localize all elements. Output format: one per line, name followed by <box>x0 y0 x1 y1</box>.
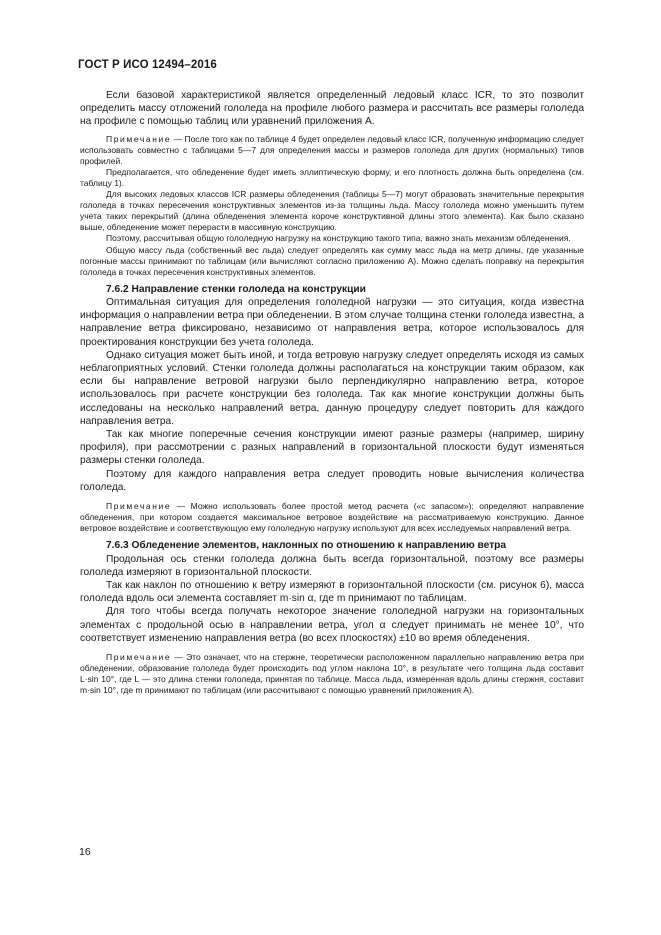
note <box>80 501 584 534</box>
paragraph: Оптимальная ситуация для определения гололедной нагрузки — это ситуация, когда известна информация о направлении ветра при обледенении. В этом случае толщина стенки гололеда известна, а направление ветра фиксировано, независимо от направления ветра, которое использовалось для проектирования конструкции без учета гололеда. <box>80 297 584 348</box>
document-header: ГОСТ Р ИСО 12494–2016 <box>78 59 217 71</box>
note <box>80 134 584 167</box>
section-heading-7-6-3: 7.6.3 Обледенение элементов, наклонных по отношению к направлению ветра <box>106 540 507 552</box>
note-paragraph: Общую массу льда (собственный вес льда) следует определять как сумму масс льда на метр длины, где указанные погонные массы принимают по таблицам (или вычисляют согласно приложению А). Можно сделать поправку на перекрытия гололеда в точках пересечения конструктивных элементов. <box>80 244 584 277</box>
section-heading-7-6-2: 7.6.2 Направление стенки гололеда на конструкции <box>106 283 366 295</box>
note-text: — Можно использовать более простой метод расчета («с запасом»): определяют направление обледенения, при котором создается максимальное ветровое воздействие на рассматриваемую конструкцию. Данное ветровое воздействие и соответствующую ему гололедную нагрузку используют для всех исследуемых направлений ветра. <box>80 501 584 534</box>
paragraph: Если базовой характеристикой является определенный ледовый класс ICR, то это позволит определить массу отложений гололеда на профиле любого размера и рассчитать все размеры гололеда на профиле с помощью таблиц или уравнений приложения А. <box>80 90 584 128</box>
note-text: — Это означает, что на стержне, теоретически расположенном параллельно направлению ветра при обледенении, образование гололеда будет происходить под углом наклона 10°, в результате чего толщина льда составит L·sin 10°, где L — это длина стенки гололеда, принятая по таблице. Масса льда, измеренная вдоль длины стержня, составит m·sin 10°, где m принимают по таблицам (или рассчитывают с помощью уравнений приложения А). <box>80 651 584 696</box>
page-number: 16 <box>79 846 91 858</box>
note <box>80 652 584 696</box>
note-label: Примечание <box>106 133 172 144</box>
note-label: Примечание <box>106 651 172 662</box>
paragraph: Продольная ось стенки гололеда должна быть всегда горизонтальной, поэтому все размеры гололеда измеряют в горизонтальной плоскости. <box>80 553 584 578</box>
paragraph: Однако ситуация может быть иной, и тогда ветровую нагрузку следует определять исходя из самых неблагоприятных условий. Стенки гололеда должны располагаться на конструкции таким образом, как если бы направление ветровой нагрузки было перпендикулярно направлению ветра, которое использовалось при расчете конструкции без гололеда. Так как многие конструкции должны быть исследованы на несколько направлений ветра, данную процедуру следует повторить для каждого направления ветра. <box>80 349 584 427</box>
paragraph: Так как наклон по отношению к ветру измеряют в горизонтальной плоскости (см. рисунок 6), масса гололеда вдоль оси элемента составляет m·sin α, где m принимают по таблицам. <box>80 579 584 605</box>
note-text: — После того как по таблице 4 будет определен ледовый класс ICR, полученную информацию следует использовать совместно с таблицами 5—7 для определения массы и размеров гололеда для других (нормальных) типов профилей. <box>80 133 584 166</box>
note-label: Примечание <box>106 501 172 512</box>
paragraph: Поэтому для каждого направления ветра следует проводить новые вычисления количества гололеда. <box>80 468 584 493</box>
paragraph: Для того чтобы всегда получать некоторое значение гололедной нагрузки на горизонтальных элементах с продольной осью в направлении ветра, угол α следует принимать не менее 10°, что соответствует изменению направления ветра (во всех плоскостях) ±10 во время обледенения. <box>80 606 584 644</box>
note-paragraph: Для высоких ледовых классов ICR размеры обледенения (таблицы 5—7) могут образовать значительные перекрытия гололеда в точках пересечения конструктивных элементов из-за толщины льда. Массу гололеда можно уменьшить путем учета таких перекрытий (длина обледенения элемента короче конструктивной длины этого элемента). Как было сказано выше, обледенение может перерасти в массивную конструкцию. <box>80 189 584 233</box>
paragraph: Так как многие поперечные сечения конструкции имеют разные размеры (например, ширину профиля), при рассмотрении с разных направлений в горизонтальной плоскости будут изменяться размеры стенки гололеда. <box>80 429 584 467</box>
note-paragraph: Предполагается, что обледенение будет иметь эллиптическую форму, и его плотность должна быть определена (см. таблицу 1). <box>80 166 584 188</box>
page-content <box>80 89 584 696</box>
note-paragraph: Поэтому, рассчитывая общую гололедную нагрузку на конструкцию такого типа, важно знать механизм обледенения. <box>106 233 571 244</box>
